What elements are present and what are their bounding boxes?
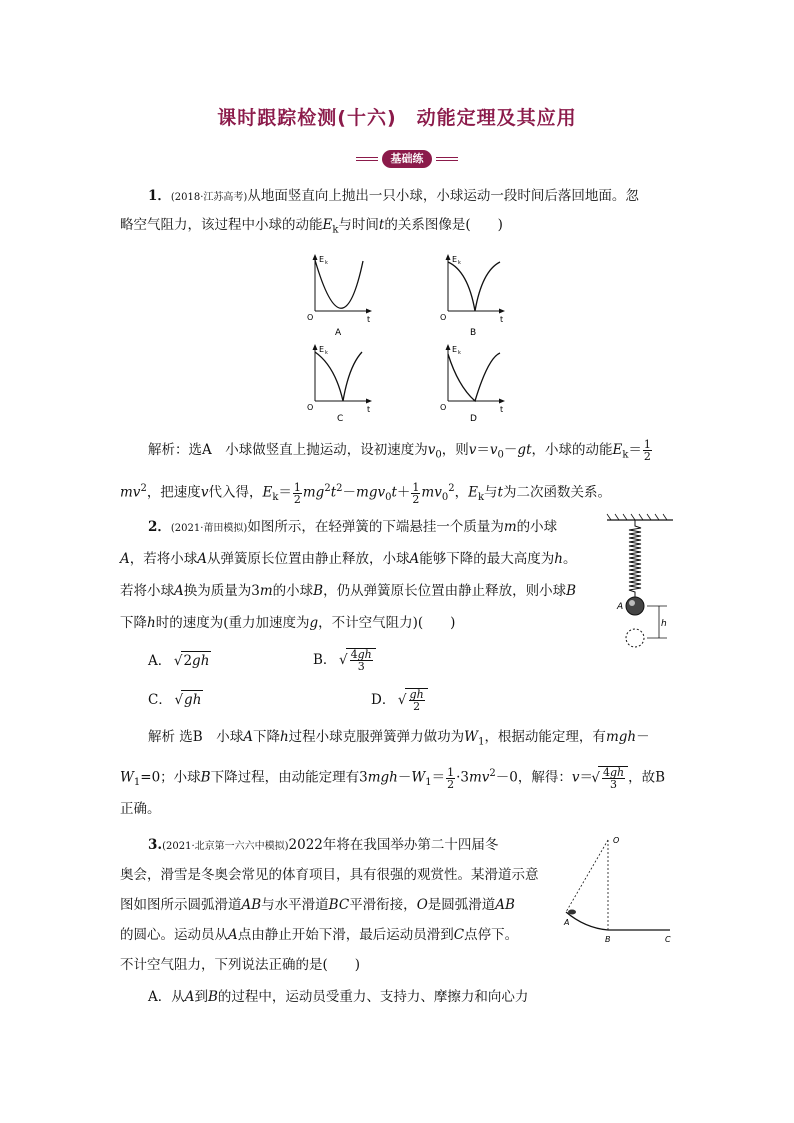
fig-label-b: B — [605, 935, 611, 944]
fig-label-o: O — [613, 836, 620, 845]
graph-a — [307, 254, 372, 338]
q3-option-a[interactable]: A．从A到B的过程中，运动员受重力、支持力、摩擦力和向心力 — [148, 989, 529, 1005]
q2-line4: 下降h时的速度为(重力加速度为g，不计空气阻力)( ) — [120, 615, 456, 631]
q2-option-c[interactable]: C． √ gh — [148, 690, 203, 709]
q3-line3: 图如图所示圆弧滑道AB与水平滑道BC平滑衔接，O是圆弧滑道AB — [120, 897, 515, 913]
q1-analysis-line1: 解析：选A 小球做竖直上抛运动，设初速度为$v_0$，则$v=v_0-gt$，小球的动能$E_k=$ $\frac{1}{2}$ — [148, 438, 651, 463]
q2-line2: A，若将小球A从弹簧原长位置由静止释放，小球A能够下降的最大高度为h。 — [120, 551, 577, 567]
q2-line3: 若将小球A换为质量为3m的小球B，仍从弹簧原长位置由静止释放，则小球B — [120, 583, 576, 599]
graph-d-label: D — [470, 414, 477, 424]
q2-option-a[interactable]: A． √ 2gh — [148, 651, 211, 670]
q2-option-b[interactable]: B． √ $\frac{4gh}{3}$ — [313, 648, 376, 672]
q1-analysis-line2: $mv^2$，把速度v代入得，$E_k=$ $\frac{1}{2}$ $mg^2t^2-mgv_0t+$ $\frac{1}{2}$ $mv_0^2$，$E_k$与t为二次函数关系。 — [120, 480, 611, 506]
q1-line2: 略空气阻力，该过程中小球的动能$E_k$与时间t的关系图像是( ) — [120, 217, 503, 236]
svg-text:E: E — [452, 255, 458, 264]
section-badge — [356, 150, 458, 170]
svg-text:k: k — [458, 350, 461, 356]
graph-d — [440, 344, 505, 424]
title-part2: 动能定理及其应用 — [416, 107, 577, 129]
q2-analysis-line1: 解析 选B 小球A下降h过程小球克服弹簧弹力做功为$W_1$，根据动能定理，有mgh－ — [148, 729, 650, 748]
graph-b-label: B — [470, 328, 477, 338]
q3-line4: 的圆心。运动员从A点由静止开始下滑，最后运动员滑到C点停下。 — [120, 927, 519, 943]
svg-text:k: k — [458, 260, 461, 266]
fig-label-c: C — [665, 935, 671, 944]
q2-option-d[interactable]: D． √ $\frac{gh}{2}$ — [371, 688, 428, 712]
q3-line5: 不计空气阻力，下列说法正确的是( ) — [120, 957, 361, 973]
q3-line2: 奥会，滑雪是冬奥会常见的体育项目，具有很强的观赏性。某滑道示意 — [120, 867, 539, 883]
fig-label-h: h — [661, 619, 667, 629]
svg-text:t: t — [500, 315, 504, 324]
svg-text:O: O — [307, 403, 314, 412]
title-part1: 课时跟踪检测(十六) — [217, 107, 397, 129]
badge-label: 基础练 — [382, 150, 432, 168]
page-title — [0, 103, 794, 130]
svg-text:t: t — [367, 315, 371, 324]
svg-text:E: E — [319, 255, 325, 264]
svg-text:k: k — [325, 260, 328, 266]
q3-line1: 3.(2021·北京第一六六中模拟)2022年将在我国举办第二十四届冬 — [148, 837, 499, 853]
fig-label-a: A — [564, 918, 570, 927]
graph-c-label: C — [337, 414, 344, 424]
badge-right-rule — [436, 157, 458, 161]
q1-graphs — [300, 248, 530, 428]
q3-slope-figure — [560, 832, 680, 947]
graph-c — [307, 344, 372, 424]
q2-line1: 2．(2021·莆田模拟)如图所示，在轻弹簧的下端悬挂一个质量为m的小球 — [148, 519, 558, 535]
q2-analysis-line2: $W_1=0$；小球B下降过程，由动能定理有$3mgh-W_1=$ $\frac{1}{2}$ $\cdot 3mv^2-0$，解得：v＝ √ $\frac{4gh}{3}$ ，故B — [120, 765, 665, 792]
svg-text:k: k — [325, 350, 328, 356]
q2-analysis-line3: 正确。 — [120, 801, 161, 817]
svg-text:t: t — [367, 405, 371, 414]
graph-a-label: A — [335, 328, 342, 338]
fig-label-a: A — [617, 602, 624, 612]
svg-text:E: E — [452, 345, 458, 354]
badge-left-rule — [356, 157, 378, 161]
svg-text:E: E — [319, 345, 325, 354]
svg-text:t: t — [500, 405, 504, 414]
q2-spring-figure — [595, 512, 685, 652]
svg-text:O: O — [307, 313, 314, 322]
svg-text:O: O — [440, 403, 447, 412]
graph-b — [440, 254, 505, 338]
svg-text:O: O — [440, 313, 447, 322]
q1-line1: 1．(2018·江苏高考)从地面竖直向上抛出一只小球，小球运动一段时间后落回地面。忽 — [148, 188, 639, 204]
